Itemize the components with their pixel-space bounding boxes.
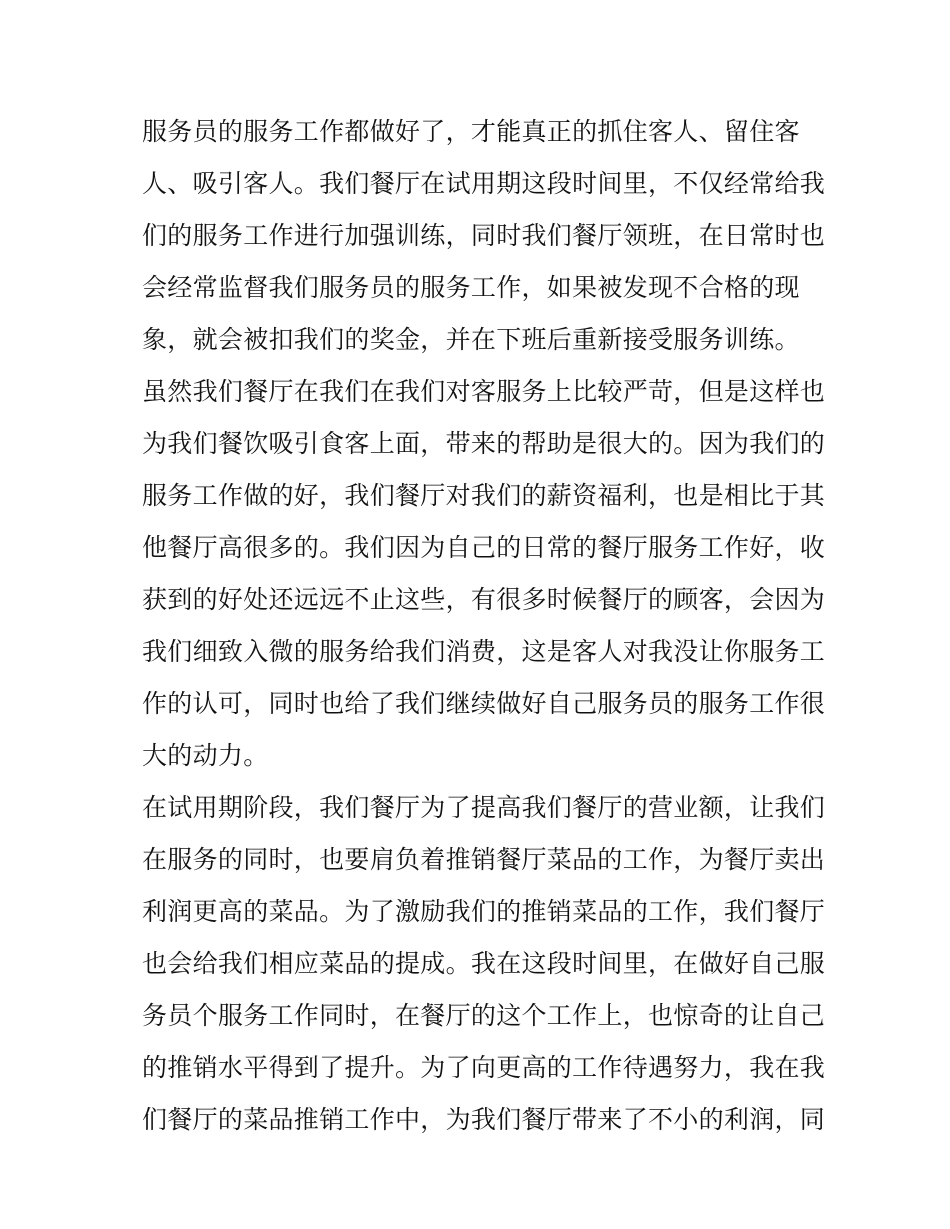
text-line: 象，就会被扣我们的奖金，并在下班后重新接受服务训练。 [142,325,800,354]
text-line: 他餐厅高很多的。我们因为自己的日常的餐厅服务工作好，收 [142,533,826,562]
text-line: 作的认可，同时也给了我们继续做好自己服务员的服务工作很 [142,689,826,718]
text-line: 服务员的服务工作都做好了，才能真正的抓住客人、留住客 [142,117,800,146]
text-line: 利润更高的菜品。为了激励我们的推销菜品的工作，我们餐厅 [142,897,826,926]
text-line: 服务工作做的好，我们餐厅对我们的薪资福利，也是相比于其 [142,481,826,510]
text-line: 大的动力。 [142,741,269,770]
text-line: 会经常监督我们服务员的服务工作，如果被发现不合格的现 [142,273,800,302]
text-line: 虽然我们餐厅在我们在我们对客服务上比较严苛，但是这样也 [142,377,826,406]
text-line: 们餐厅的菜品推销工作中，为我们餐厅带来了不小的利润，同 [142,1105,826,1134]
text-line: 在试用期阶段，我们餐厅为了提高我们餐厅的营业额，让我们 [142,793,826,822]
text-line: 获到的好处还远远不止这些，有很多时候餐厅的顾客，会因为 [142,585,826,614]
text-line: 也会给我们相应菜品的提成。我在这段时间里，在做好自己服 [142,949,826,978]
text-line: 们的服务工作进行加强训练，同时我们餐厅领班，在日常时也 [142,221,826,250]
text-line: 在服务的同时，也要肩负着推销餐厅菜品的工作，为餐厅卖出 [142,845,826,874]
body-text [142,106,826,1146]
text-line: 人、吸引客人。我们餐厅在试用期这段时间里，不仅经常给我 [142,169,826,198]
text-line: 为我们餐饮吸引食客上面，带来的帮助是很大的。因为我们的 [142,429,826,458]
text-line: 我们细致入微的服务给我们消费，这是客人对我没让你服务工 [142,637,826,666]
text-line: 的推销水平得到了提升。为了向更高的工作待遇努力，我在我 [142,1053,826,1082]
text-line: 务员个服务工作同时，在餐厅的这个工作上，也惊奇的让自己 [142,1001,826,1030]
